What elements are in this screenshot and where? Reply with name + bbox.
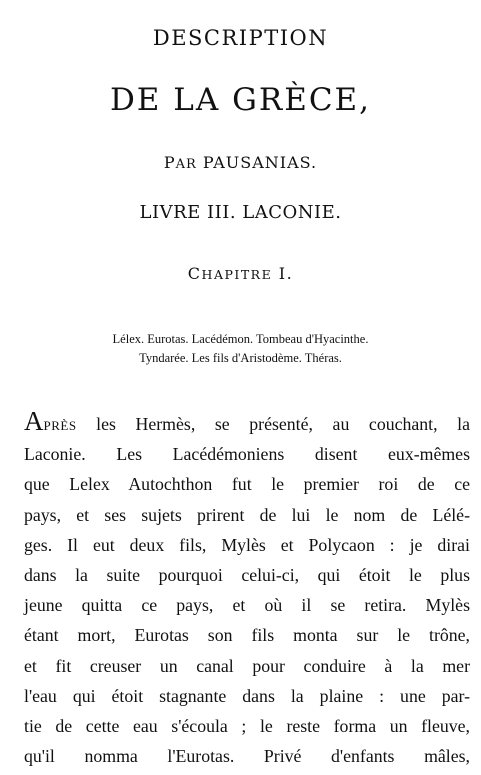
body-line: Laconie. Les Lacédémoniens disent eux-mêmes: [24, 444, 470, 465]
body-text: [24, 406, 470, 771]
chapter-number: I.: [278, 264, 294, 283]
body-line: pays, et ses sujets prirent de lui le nom de Lélé-: [24, 504, 470, 525]
body-line-first: [24, 406, 470, 439]
byline-prefix-cap: P: [163, 153, 176, 172]
drop-cap: A: [24, 406, 44, 436]
byline-prefix-rest: AR: [175, 157, 197, 172]
body-line: l'eau qui étoit stagnante dans la plaine : une par-: [24, 685, 470, 706]
body-line: étant mort, Eurotas son fils monta sur le trône,: [24, 625, 470, 646]
chapter-rest: HAPITRE: [201, 267, 273, 282]
body-line: ges. Il eut deux fils, Mylès et Polycaon : je dirai: [24, 534, 470, 555]
byline-author: PAUSANIAS.: [202, 153, 318, 172]
byline: [0, 153, 481, 172]
title-description: DESCRIPTION: [152, 26, 329, 50]
body-line: et fit creuser un canal pour conduire à la mer: [24, 655, 470, 676]
summary-line: Lélex. Eurotas. Lacédémon. Tombeau d'Hyacinthe.: [112, 332, 369, 346]
chapter-summary: [0, 330, 481, 368]
drop-cap-rest: PRÈS: [43, 418, 77, 433]
summary-line: Tyndarée. Les fils d'Aristodème. Théras.: [139, 351, 342, 365]
chapter-heading: [0, 264, 481, 283]
body-line: que Lelex Autochthon fut le premier roi de ce: [24, 474, 470, 495]
body-line: qu'il nomma l'Eurotas. Privé d'enfants mâles,: [24, 746, 470, 767]
title-de-la-grece: DE LA GRÈCE,: [109, 82, 372, 118]
body-line: jeune quitta ce pays, et où il se retira. Mylès: [24, 595, 470, 616]
book-heading: LIVRE III. LACONIE.: [139, 202, 342, 223]
chapter-cap: C: [187, 264, 202, 283]
first-line-text: les Hermès, se présenté, au couchant, la: [76, 414, 470, 434]
body-line: dans la suite pourquoi celui-ci, qui étoit le plus: [24, 564, 470, 585]
body-line: tie de cette eau s'écoula ; le reste forma un fleuve,: [24, 715, 470, 736]
